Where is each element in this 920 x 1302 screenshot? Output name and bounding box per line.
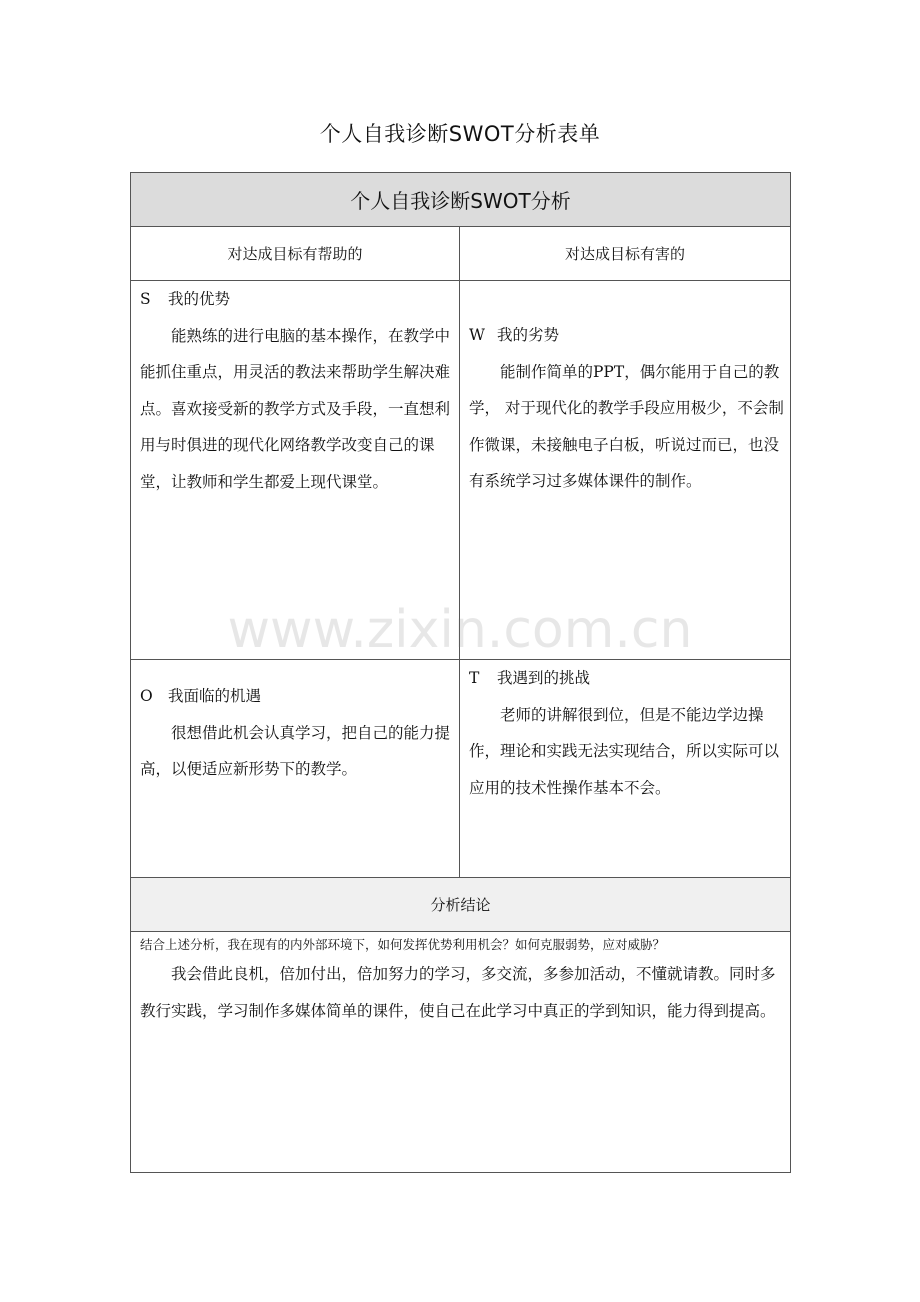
- threats-text: 老师的讲解很到位，但是不能边学边操作，理论和实践无法实现结合，所以实际可以应用的技术性操作基本不会。: [469, 705, 780, 797]
- conclusion-prompt: 结合上述分析，我在现有的内外部环境下，如何发挥优势利用机会？如何克服弱势，应对威胁？: [140, 937, 666, 952]
- weaknesses-text: 能制作简单的PPT，偶尔能用于自己的教学， 对于现代化的教学手段应用极少，不会制作微课，未接触电子白板，听说过而已，也没有系统学习过多媒体课件的制作。: [469, 362, 784, 490]
- strengths-letter: S: [140, 290, 151, 308]
- opportunities-text: 很想借此机会认真学习，把自己的能力提高，以便适应新形势下的教学。: [140, 723, 451, 778]
- threats-label: 我遇到的挑战: [497, 669, 591, 687]
- table-header: 个人自我诊断SWOT分析: [131, 173, 791, 227]
- opportunities-heading: [140, 678, 453, 715]
- strengths-text: 能熟练的进行电脑的基本操作，在教学中能抓住重点，用灵活的教法来帮助学生解决难点。喜欢接受新的教学方式及手段，一直想利用与时俱进的现代化网络教学改变自己的课堂，让教师和学生都爱上现代课堂。: [140, 326, 451, 491]
- opportunities-letter: O: [140, 687, 153, 705]
- threats-heading: [469, 660, 784, 697]
- weaknesses-cell: [460, 281, 791, 660]
- strengths-label: 我的优势: [168, 290, 231, 308]
- strengths-heading: [140, 281, 453, 318]
- weaknesses-letter: W: [469, 326, 485, 344]
- weaknesses-label: 我的劣势: [497, 326, 560, 344]
- conclusion-header: 分析结论: [131, 878, 791, 932]
- column-header-helpful: 对达成目标有帮助的: [131, 227, 460, 281]
- swot-table: [130, 172, 791, 1173]
- page-title: 个人自我诊断SWOT分析表单: [319, 122, 601, 146]
- threats-letter: T: [469, 669, 480, 687]
- weaknesses-heading: [469, 317, 784, 354]
- threats-cell: [460, 660, 791, 878]
- conclusion-cell: [131, 932, 791, 1173]
- conclusion-text: 我会借此良机，倍加付出，倍加努力的学习，多交流，多参加活动，不懂就请教。同时多教行实践，学习制作多媒体简单的课件，使自己在此学习中真正的学到知识，能力得到提高。: [140, 965, 776, 1020]
- column-header-harmful: 对达成目标有害的: [460, 227, 791, 281]
- opportunities-label: 我面临的机遇: [168, 687, 262, 705]
- strengths-cell: [131, 281, 460, 660]
- opportunities-cell: [131, 660, 460, 878]
- watermark-text: www.zixin.com.cn: [227, 600, 693, 660]
